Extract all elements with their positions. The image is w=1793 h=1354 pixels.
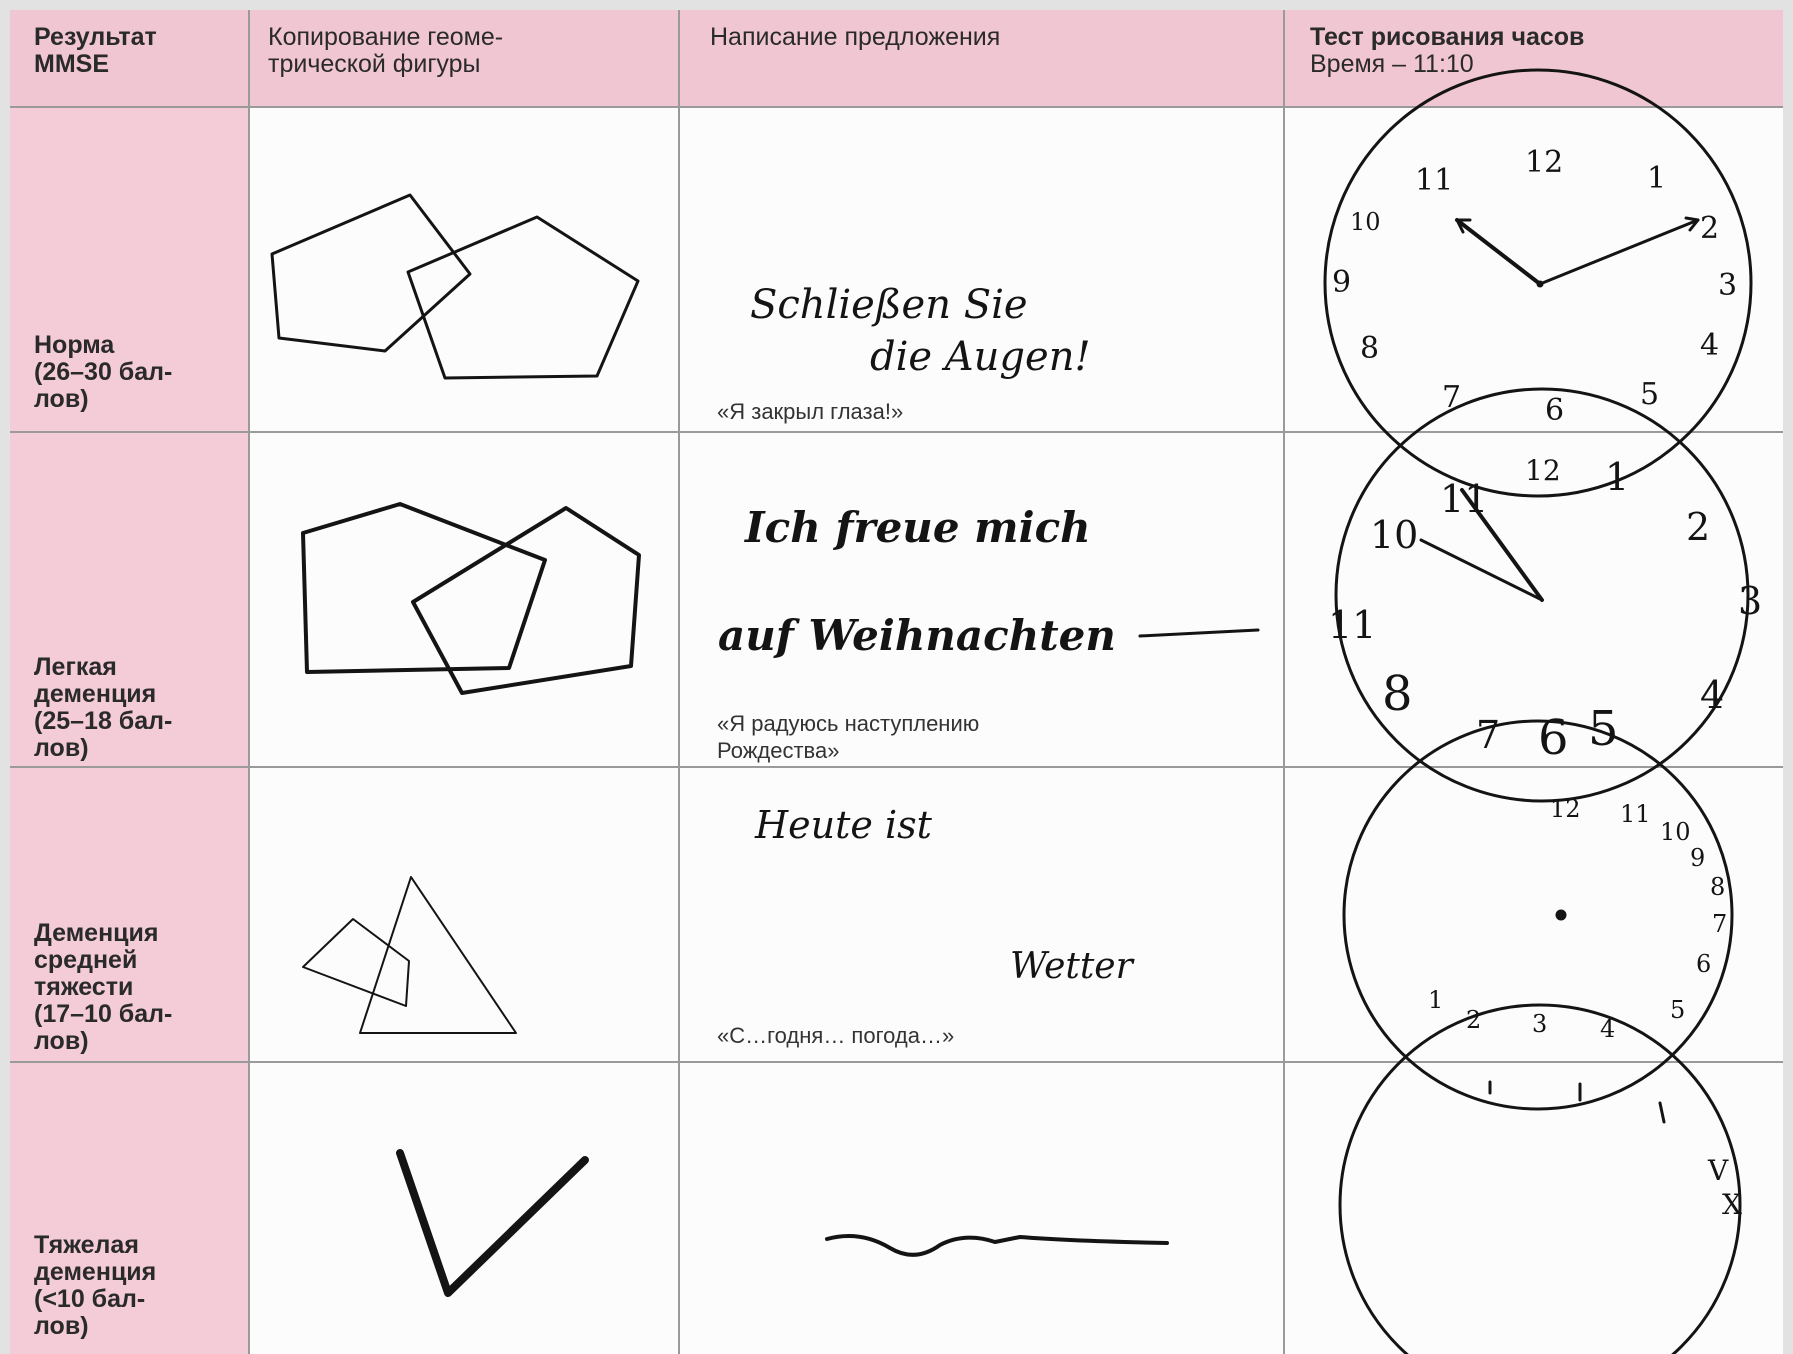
row-label-line: лов): [34, 734, 89, 762]
handwriting-scribble: [827, 1236, 1167, 1255]
clock-center-dot: [1556, 910, 1566, 920]
clock-hour-hand: [1457, 220, 1540, 284]
row-label-line: (17–10 бал-: [34, 1000, 173, 1028]
handwriting-line: die Augen!: [870, 334, 1091, 380]
clock-numeral: 7: [1712, 910, 1728, 938]
clock-numeral: 12: [1550, 795, 1581, 823]
row-label-line: Деменция: [34, 919, 159, 947]
header-line: MMSE: [34, 50, 109, 78]
clock-numeral: 9: [1690, 844, 1706, 872]
clock-numeral: 12: [1525, 454, 1561, 487]
clock-numeral: 1: [1605, 455, 1630, 499]
v-stroke-drawing: [400, 1153, 585, 1293]
pentagon-drawing: [272, 195, 470, 351]
drawings-layer: [10, 10, 1783, 1354]
clock-minute-hand: [1421, 540, 1542, 600]
clock-numeral: 4: [1600, 1015, 1616, 1043]
handwriting-line: Wetter: [1010, 946, 1133, 987]
clock-numeral: 9: [1332, 265, 1352, 300]
clock-numeral: 8: [1382, 666, 1413, 722]
caption-line: «С…годня… погода…»: [717, 1023, 955, 1048]
row-label-line: (<10 бал-: [34, 1285, 146, 1313]
clock-numeral: 3: [1532, 1010, 1548, 1038]
row-label-line: деменция: [34, 680, 157, 708]
clock-numeral: 10: [1350, 208, 1381, 236]
clock-face: [1340, 1005, 1740, 1354]
clock-face: [1344, 721, 1732, 1109]
row-label-line: средней: [34, 946, 138, 974]
row-label-line: тяжести: [34, 973, 134, 1001]
clock-numeral: 4: [1700, 673, 1725, 717]
header-line: Написание предложения: [710, 23, 1001, 51]
row-label-line: лов): [34, 385, 89, 413]
clock-numeral: 7: [1442, 380, 1462, 415]
caption-line: Рождества»: [717, 738, 840, 763]
clock-numeral: 3: [1718, 268, 1738, 303]
row-label-line: Норма: [34, 331, 115, 359]
clock-numeral: V: [1708, 1154, 1729, 1187]
clock-numeral: 2: [1686, 505, 1711, 549]
clock-numeral: 10: [1660, 818, 1691, 846]
handwriting-flourish: [1140, 630, 1258, 636]
clock-numeral: 2: [1466, 1006, 1482, 1034]
handwriting-line: Ich freue mich: [745, 503, 1091, 552]
header-line: трической фигуры: [268, 50, 481, 78]
row-label-line: (25–18 бал-: [34, 707, 173, 735]
clock-numeral: 5: [1640, 377, 1660, 412]
clock-numeral: 4: [1700, 328, 1720, 363]
clock-numeral: X: [1722, 1188, 1742, 1221]
header-line: Время – 11:10: [1310, 50, 1474, 78]
clock-numeral: 5: [1670, 996, 1686, 1024]
mmse-comparison-table: [10, 10, 1783, 1354]
row-label-line: (26–30 бал-: [34, 358, 173, 386]
clock-numeral: 8: [1710, 873, 1726, 901]
row-label-line: Тяжелая: [34, 1231, 139, 1259]
clock-numeral: 8: [1360, 331, 1380, 366]
caption-line: «Я радуюсь наступлению: [717, 711, 980, 736]
clock-numeral: 6: [1545, 393, 1565, 428]
clock-numeral: 10: [1370, 513, 1419, 557]
clock-numeral: 1: [1647, 161, 1667, 196]
clock-numeral: 1: [1428, 986, 1444, 1014]
caption-line: «Я закрыл глаза!»: [717, 399, 904, 424]
row-label-line: деменция: [34, 1258, 157, 1286]
pentagon-drawing: [303, 504, 545, 672]
clock-numeral: 2: [1700, 211, 1720, 246]
header-line: Копирование геоме-: [268, 23, 504, 51]
row-label-line: Легкая: [34, 653, 117, 681]
clock-numeral: 11: [1440, 477, 1489, 521]
clock-numeral: 6: [1538, 710, 1569, 766]
triangle-drawing: [360, 877, 516, 1033]
clock-numeral: 7: [1476, 713, 1501, 757]
header-line: Результат: [34, 23, 157, 51]
handwriting-line: auf Weihnachten: [718, 611, 1116, 660]
row-label-line: лов): [34, 1312, 89, 1340]
header-line: Тест рисования часов: [1310, 23, 1585, 51]
clock-numeral: 6: [1696, 950, 1712, 978]
clock-numeral: 12: [1525, 145, 1564, 180]
clock-minute-hand: [1540, 220, 1698, 284]
pentagon-drawing: [413, 508, 639, 693]
clock-tick: [1660, 1103, 1664, 1122]
clock-numeral: 5: [1588, 701, 1619, 757]
clock-numeral: 11: [1328, 603, 1377, 647]
clock-numeral: 11: [1415, 163, 1454, 198]
row-label-line: лов): [34, 1027, 89, 1055]
clock-numeral: 11: [1620, 800, 1651, 828]
handwriting-line: Schließen Sie: [750, 282, 1028, 328]
handwriting-line: Heute ist: [755, 803, 932, 847]
clock-numeral: 3: [1738, 579, 1763, 623]
